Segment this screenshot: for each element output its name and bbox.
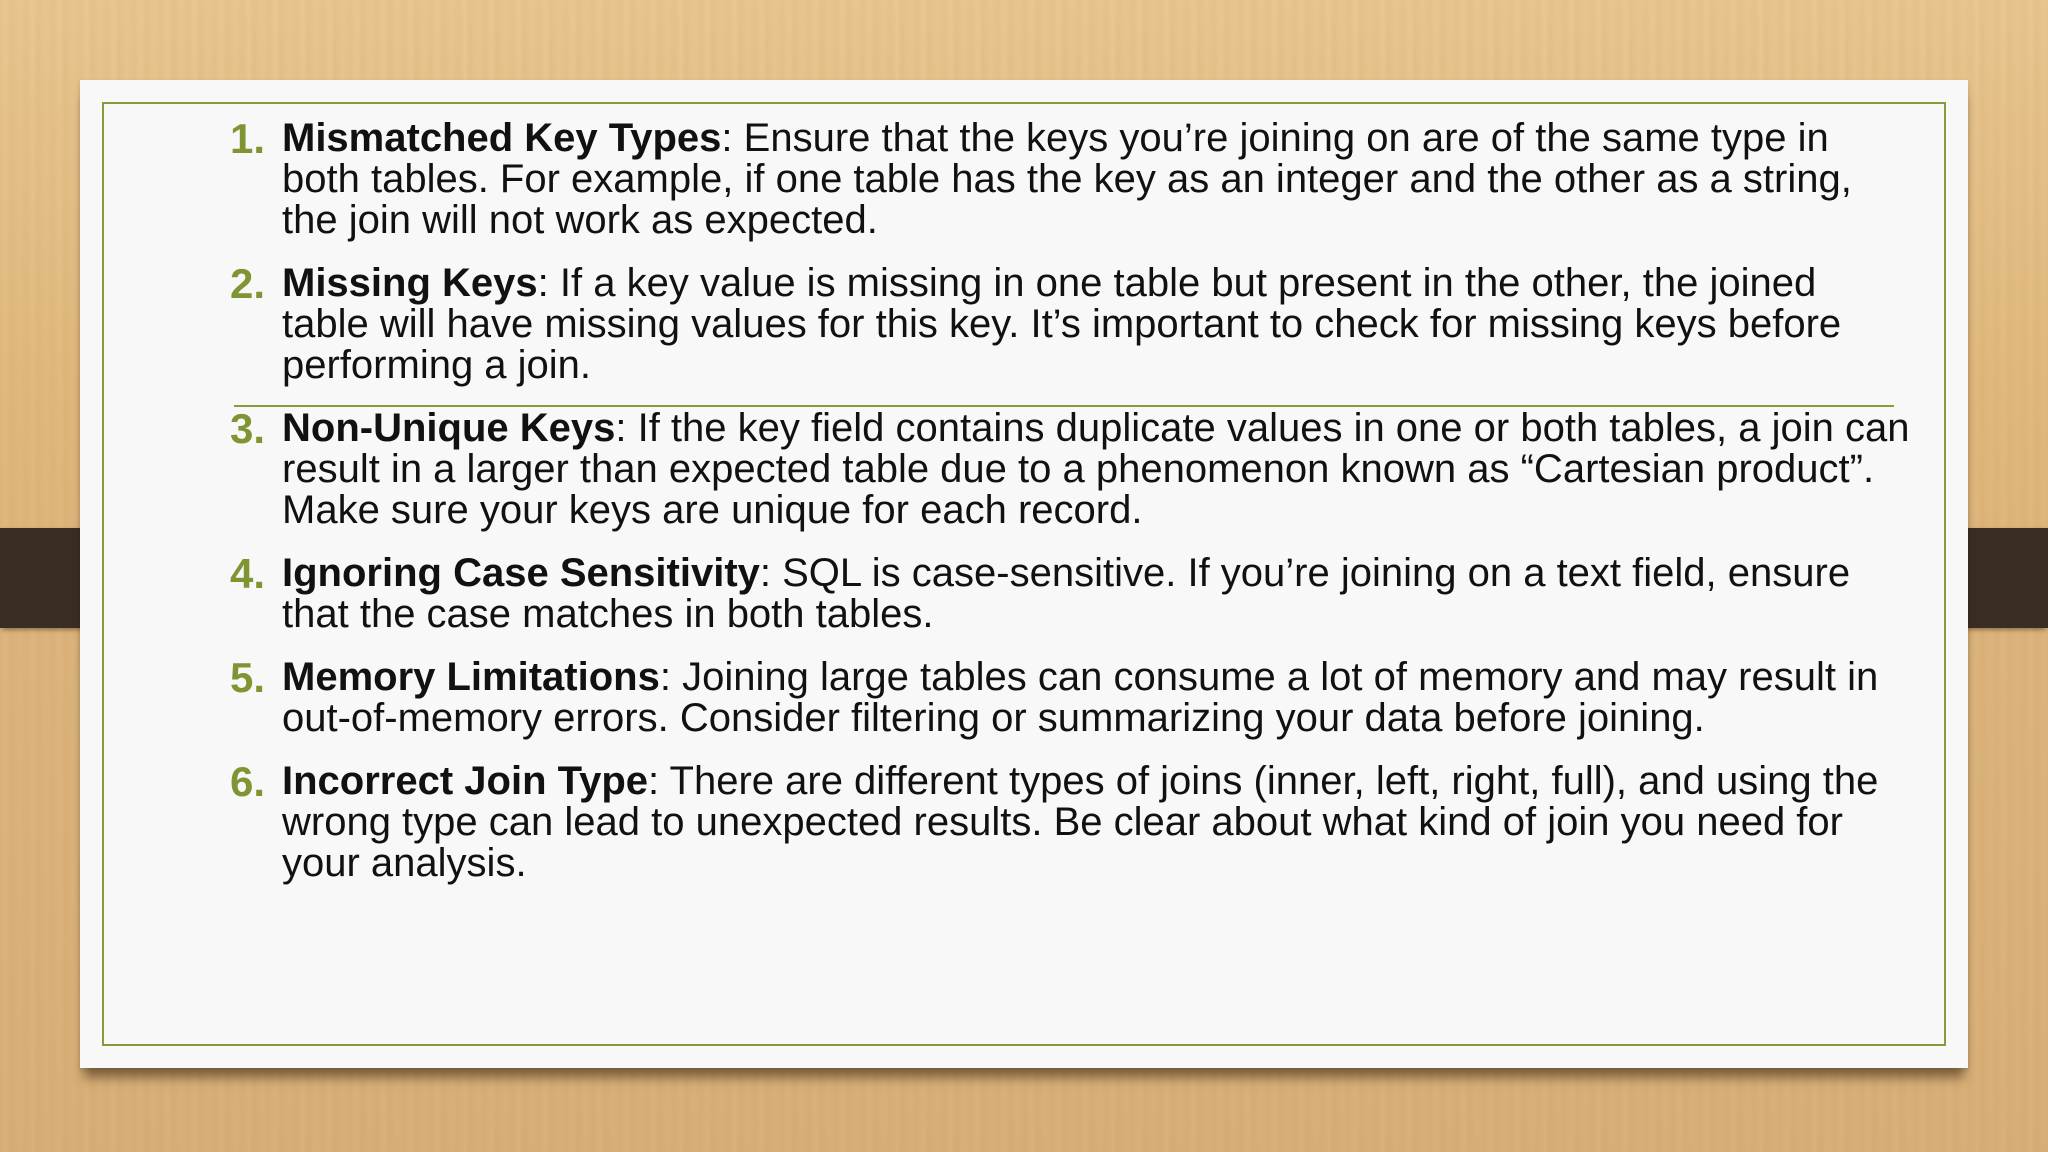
pitfalls-list bbox=[230, 115, 1910, 906]
item-number: 6. bbox=[230, 758, 266, 805]
item-number: 2. bbox=[230, 260, 266, 307]
item-term: Ignoring Case Sensitivity bbox=[282, 551, 760, 595]
item-text: : Ensure that the keys you’re joining on are of the same type in both tables. For example, if one table has the key as an integer and the other as a string, the join will not work as expected. bbox=[282, 116, 1852, 242]
item-text: : If a key value is missing in one table but present in the other, the joined table will have missing values for this key. It’s important to check for missing keys before performing a join. bbox=[282, 261, 1842, 387]
item-text: : Joining large tables can consume a lot of memory and may result in out-of-memory errors. Consider filtering or summarizing your data before joining. bbox=[282, 655, 1879, 740]
item-text: : SQL is case-sensitive. If you’re joining on a text field, ensure that the case matches in both tables. bbox=[282, 551, 1851, 636]
item-term: Memory Limitations bbox=[282, 655, 660, 699]
item-term: Mismatched Key Types bbox=[282, 116, 722, 160]
list-item-5 bbox=[230, 654, 1910, 740]
item-number: 1. bbox=[230, 115, 266, 162]
list-item-3 bbox=[230, 405, 1910, 532]
item-term: Incorrect Join Type bbox=[282, 759, 649, 803]
list-item-6 bbox=[230, 758, 1910, 885]
item-text: : There are different types of joins (inner, left, right, full), and using the wrong type can lead to unexpected results. Be clear about what kind of join you need for your analysis. bbox=[282, 759, 1879, 885]
list-item-1 bbox=[230, 115, 1910, 242]
list-item-2 bbox=[230, 260, 1910, 387]
list-item-4 bbox=[230, 550, 1910, 636]
item-number: 3. bbox=[230, 405, 266, 452]
item-number: 5. bbox=[230, 654, 266, 701]
item-term: Non-Unique Keys bbox=[282, 406, 616, 450]
item-number: 4. bbox=[230, 550, 266, 597]
slide-card bbox=[80, 80, 1968, 1068]
item-text: : If the key field contains duplicate values in one or both tables, a join can result in a larger than expected table due to a phenomenon known as “Cartesian product”. Make sure your keys are unique for each record. bbox=[282, 406, 1910, 532]
item-term: Missing Keys bbox=[282, 261, 538, 305]
